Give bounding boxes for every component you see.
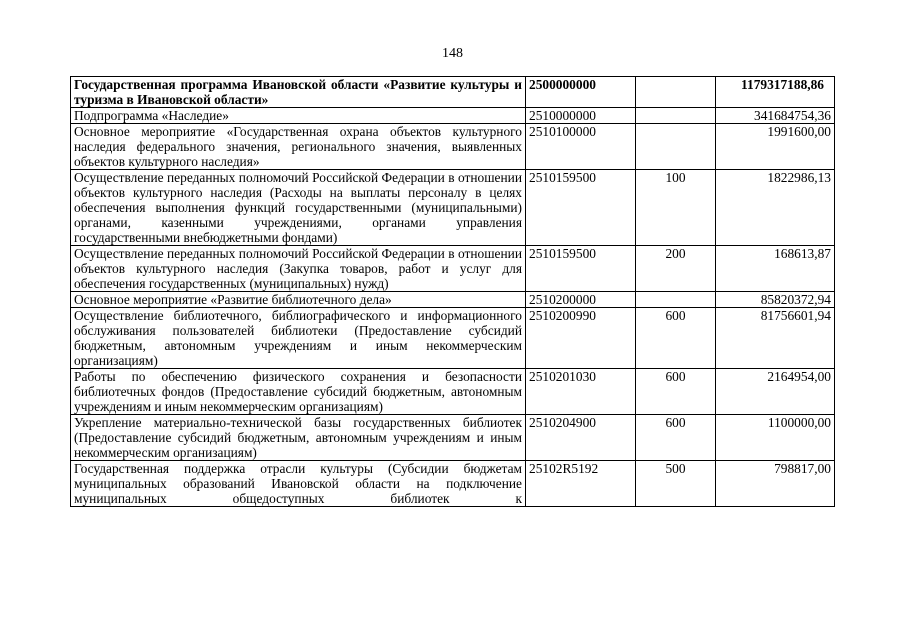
expense-name-cell: Государственная поддержка отрасли культуры (Субсидии бюджетам муниципальных образований Ивановской области на подключение муниципальных общедоступных библиотек к xyxy=(71,461,526,507)
expense-type-code-cell: 600 xyxy=(636,415,716,461)
expense-name-cell: Подпрограмма «Наследие» xyxy=(71,108,526,124)
expense-type-code-cell xyxy=(636,77,716,108)
table-row xyxy=(71,308,835,369)
amount-cell: 2164954,00 xyxy=(716,369,835,415)
table-row xyxy=(71,246,835,292)
amount-cell: 1179317188,86 xyxy=(716,77,835,108)
expense-type-code-cell xyxy=(636,124,716,170)
target-article-code-cell: 2510200990 xyxy=(526,308,636,369)
expense-type-code-cell xyxy=(636,108,716,124)
target-article-code-cell: 25102R5192 xyxy=(526,461,636,507)
amount-cell: 1991600,00 xyxy=(716,124,835,170)
amount-cell: 168613,87 xyxy=(716,246,835,292)
table-row xyxy=(71,170,835,246)
table-row xyxy=(71,292,835,308)
target-article-code-cell: 2510201030 xyxy=(526,369,636,415)
amount-cell: 341684754,36 xyxy=(716,108,835,124)
expense-name-cell: Работы по обеспечению физического сохранения и безопасности библиотечных фондов (Предоставление субсидий бюджетным, автономным учреждениям и иным некоммерческим организациям) xyxy=(71,369,526,415)
budget-table-body xyxy=(71,77,835,507)
expense-type-code-cell: 600 xyxy=(636,308,716,369)
target-article-code-cell: 2510159500 xyxy=(526,246,636,292)
expense-name-cell: Укрепление материально-технической базы государственных библиотек (Предоставление субсидий бюджетным, автономным учреждениям и иным некоммерческим организациям) xyxy=(71,415,526,461)
amount-cell: 1822986,13 xyxy=(716,170,835,246)
expense-name-cell: Основное мероприятие «Развитие библиотечного дела» xyxy=(71,292,526,308)
expense-type-code-cell: 200 xyxy=(636,246,716,292)
target-article-code-cell: 2510159500 xyxy=(526,170,636,246)
table-row xyxy=(71,77,835,108)
expense-name-cell: Государственная программа Ивановской области «Развитие культуры и туризма в Ивановской области» xyxy=(71,77,526,108)
expense-name-cell: Осуществление переданных полномочий Российской Федерации в отношении объектов культурного наследия (Закупка товаров, работ и услуг для обеспечения государственных (муниципальных) нужд) xyxy=(71,246,526,292)
expense-name-cell: Осуществление переданных полномочий Российской Федерации в отношении объектов культурного наследия (Расходы на выплаты персоналу в целях обеспечения выполнения функций государственными (муниципальными) органами, казенными учреждениями, органами управления государственными внебюджетными фондами) xyxy=(71,170,526,246)
expense-type-code-cell: 600 xyxy=(636,369,716,415)
amount-cell: 1100000,00 xyxy=(716,415,835,461)
expense-type-code-cell: 100 xyxy=(636,170,716,246)
target-article-code-cell: 2500000000 xyxy=(526,77,636,108)
amount-cell: 798817,00 xyxy=(716,461,835,507)
table-row xyxy=(71,124,835,170)
page-number: 148 xyxy=(442,46,463,61)
budget-table xyxy=(70,76,835,507)
target-article-code-cell: 2510204900 xyxy=(526,415,636,461)
expense-type-code-cell xyxy=(636,292,716,308)
amount-cell: 85820372,94 xyxy=(716,292,835,308)
target-article-code-cell: 2510100000 xyxy=(526,124,636,170)
table-row xyxy=(71,461,835,507)
target-article-code-cell: 2510000000 xyxy=(526,108,636,124)
target-article-code-cell: 2510200000 xyxy=(526,292,636,308)
expense-name-cell: Основное мероприятие «Государственная охрана объектов культурного наследия федерального значения, регионального значения, выявленных объектов культурного наследия» xyxy=(71,124,526,170)
table-row xyxy=(71,415,835,461)
expense-name-cell: Осуществление библиотечного, библиографического и информационного обслуживания пользователей библиотеки (Предоставление субсидий бюджетным, автономным учреждениям и иным некоммерческим организациям) xyxy=(71,308,526,369)
expense-type-code-cell: 500 xyxy=(636,461,716,507)
table-row xyxy=(71,108,835,124)
amount-cell: 81756601,94 xyxy=(716,308,835,369)
table-row xyxy=(71,369,835,415)
